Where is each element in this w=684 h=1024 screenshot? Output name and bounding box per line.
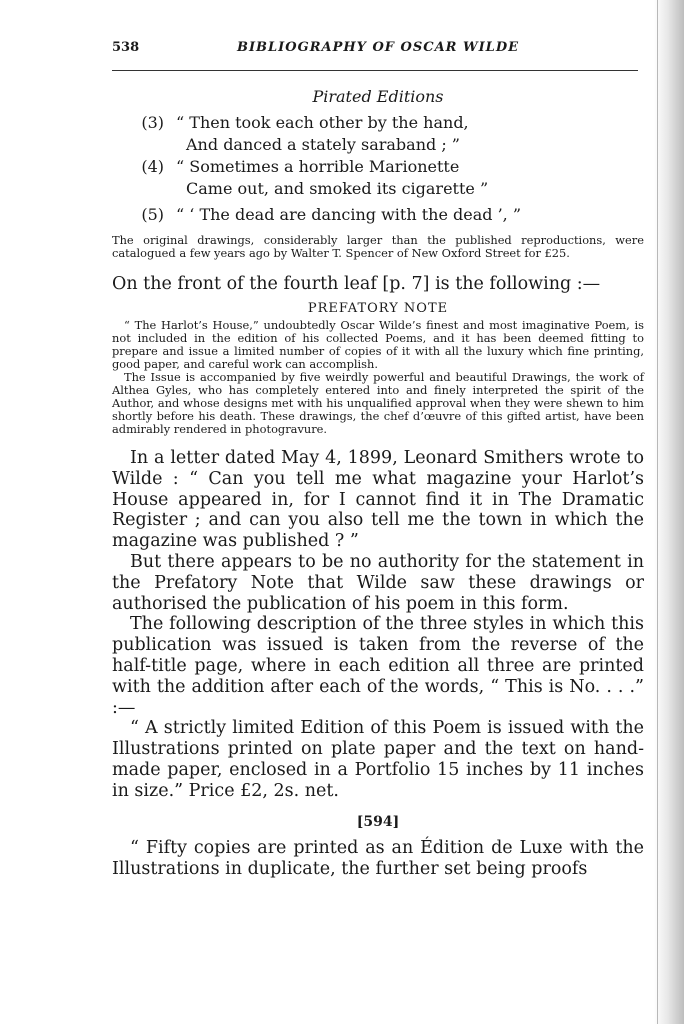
verse-line — [112, 134, 644, 156]
body-text — [112, 448, 644, 802]
prefatory-paragraph: “ The Harlot’s House,” undoubtedly Oscar Wilde’s finest and most imaginative Poem, is not included in the edition of his collected Poems, and it has been deemed fitting to prepare and issue a limited number of copies of it with all the luxury which fine printing, good paper, and careful work can accomplish. — [112, 318, 644, 371]
page-number: 538 — [112, 40, 140, 55]
page-mark: [594] — [356, 813, 400, 830]
body-paragraph: In a letter dated May 4, 1899, Leonard Smithers wrote to Wilde : “ Can you tell me what magazine your Harlot’s House appeared in, for I cannot find it in The Dramatic Register ; and can you also tell me the town in which the magazine was published ? ” — [112, 448, 644, 552]
verse-line — [112, 204, 644, 226]
verse-text: “ Then took each other by the hand, — [176, 113, 469, 132]
prefatory-title: PREFATORY NOTE — [307, 301, 449, 316]
prefatory-note — [112, 319, 644, 436]
book-page — [112, 40, 644, 880]
page-edge-line — [657, 0, 658, 1024]
verse-number: (4) — [141, 157, 164, 176]
verse-text: “ ‘ The dead are dancing with the dead ’, ” — [176, 205, 522, 224]
body-paragraph: “ A strictly limited Edition of this Poem is issued with the Illustrations printed on plate paper and the text on hand-made paper, enclosed in a Portfolio 15 inches by 11 inches in size.” Price £2, 2s. net. — [112, 718, 644, 801]
verse-text: And danced a stately saraband ; ” — [186, 135, 460, 154]
verse-line — [112, 156, 644, 178]
section-title: Pirated Editions — [312, 87, 444, 106]
verse-number: (3) — [141, 113, 164, 132]
header-rule — [112, 70, 638, 71]
body-paragraph: The following description of the three styles in which this publication was issued is taken from the reverse of the half-title page, where in each edition all three are printed with the addition after each of the words, “ This is No. . . .” :— — [112, 614, 644, 718]
front-leaf-text: On the front of the fourth leaf [p. 7] is the following :— — [112, 274, 601, 294]
verse-text: Came out, and smoked its cigarette ” — [186, 179, 489, 198]
page-header — [112, 40, 644, 60]
prefatory-paragraph: The Issue is accompanied by five weirdly powerful and beautiful Drawings, the work of Althea Gyles, who has completely entered into and finely interpreted the spirit of the Author, and whose designs met with his unqualified approval when they were shewn to him shortly before his death. These drawings, the chef d’œuvre of this gifted artist, have been admirably rendered in photogravure. — [112, 370, 644, 436]
body-paragraph: But there appears to be no authority for the statement in the Prefatory Note that Wilde saw these drawings or authorised the publication of his poem in this form. — [112, 551, 644, 614]
verse-text: “ Sometimes a horrible Marionette — [176, 157, 460, 176]
verse-line — [112, 112, 644, 134]
verse-number: (5) — [141, 205, 164, 224]
body-paragraph: “ Fifty copies are printed as an Édition de Luxe with the Illustrations in duplicate, the further set being proofs — [112, 837, 644, 879]
running-title: BIBLIOGRAPHY OF OSCAR WILDE — [236, 40, 520, 55]
page-edge-shadow — [654, 0, 684, 1024]
last-paragraph-block — [112, 838, 644, 880]
verse-block — [112, 112, 644, 226]
verse-line — [112, 178, 644, 200]
drawings-note: The original drawings, considerably larger than the published reproductions, were catalogued a few years ago by Walter T. Spencer of New Oxford Street for £25. — [112, 233, 644, 260]
